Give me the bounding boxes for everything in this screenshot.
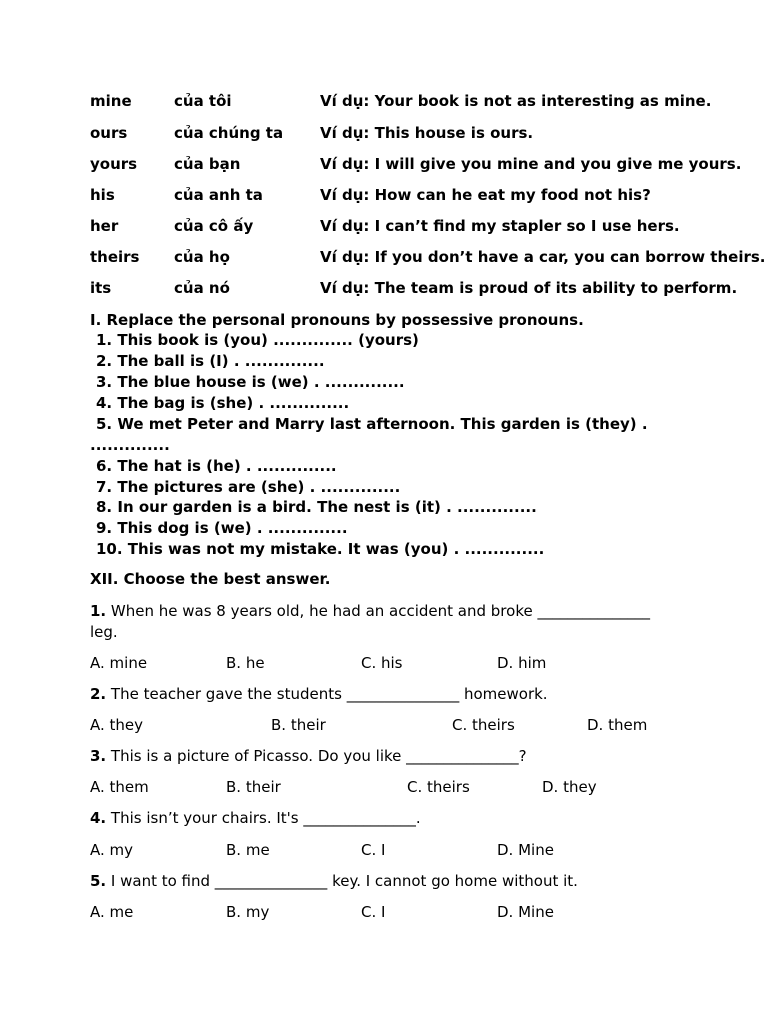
vocab-meaning: của chúng ta [174,124,284,142]
vocab-meaning: của nó [174,279,230,297]
question-number: 1. [90,602,107,620]
answer-options [90,715,768,735]
question-text: This isn’t your chairs. It's _______________. [110,809,421,827]
vocab-example: Ví dụ: The team is proud of its ability to perform. [320,279,738,297]
exercise-item: 3. The blue house is (we) . .............. [96,373,405,391]
exercise-item: 1. This book is (you) .............. (yours) [96,331,419,349]
question [90,746,527,766]
question [90,684,548,704]
vocab-example: Ví dụ: If you don’t have a car, you can borrow theirs. [320,248,766,266]
question-text: I want to find _______________ key. I cannot go home without it. [110,872,578,890]
vocab-meaning: của tôi [174,92,232,110]
exercise-1-title: I. Replace the personal pronouns by possessive pronouns. [90,311,584,329]
answer-option[interactable]: A. me [90,903,134,921]
answer-option[interactable]: D. Mine [497,841,554,859]
exercise-item: 9. This dog is (we) . .............. [96,519,348,537]
vocab-meaning: của họ [174,248,230,266]
vocab-word: her [90,217,119,235]
answer-option[interactable]: C. theirs [407,778,470,796]
question-text: The teacher gave the students _______________ homework. [110,685,548,703]
answer-options [90,902,768,922]
exercise-item: 4. The bag is (she) . .............. [96,394,350,412]
answer-options [90,653,768,673]
answer-option[interactable]: C. theirs [452,716,515,734]
answer-option[interactable]: A. mine [90,654,148,672]
answer-option[interactable]: A. my [90,841,134,859]
answer-option[interactable]: A. they [90,716,144,734]
answer-option[interactable]: B. he [226,654,265,672]
vocab-word: its [90,279,112,297]
vocab-word: yours [90,155,138,173]
question-text: This is a picture of Picasso. Do you like _______________? [110,747,527,765]
exercise-item: 2. The ball is (I) . .............. [96,352,325,370]
vocab-example: Ví dụ: How can he eat my food not his? [320,186,651,204]
vocab-word: his [90,186,115,204]
vocab-meaning: của cô ấy [174,217,254,235]
vocab-word: ours [90,124,128,142]
question-number: 5. [90,872,107,890]
vocab-example: Ví dụ: I can’t find my stapler so I use hers. [320,217,680,235]
vocab-example: Ví dụ: I will give you mine and you give me yours. [320,155,742,173]
exercise-item: 10. This was not my mistake. It was (you) . .............. [96,540,545,558]
answer-option[interactable]: B. my [226,903,270,921]
question-number: 4. [90,809,107,827]
exercise-item: 6. The hat is (he) . .............. [96,457,337,475]
answer-option[interactable]: D. Mine [497,903,554,921]
question [90,808,421,828]
question-text: When he was 8 years old, he had an accident and broke _______________ [110,602,650,620]
question [90,871,578,891]
answer-option[interactable]: B. me [226,841,270,859]
vocab-meaning: của anh ta [174,186,263,204]
question-text-continuation: leg. [90,623,118,641]
answer-option[interactable]: C. I [361,903,386,921]
vocab-meaning: của bạn [174,155,241,173]
answer-option[interactable]: D. them [587,716,648,734]
answer-option[interactable]: D. him [497,654,547,672]
answer-option[interactable]: C. I [361,841,386,859]
answer-option[interactable]: B. their [271,716,326,734]
exercise-item: 5. We met Peter and Marry last afternoon. This garden is (they) . [96,415,648,433]
answer-options [90,777,768,797]
exercise-2-title: XII. Choose the best answer. [90,570,331,588]
vocab-word: mine [90,92,132,110]
answer-options [90,840,768,860]
answer-option[interactable]: A. them [90,778,149,796]
answer-option[interactable]: B. their [226,778,281,796]
exercise-item-continuation: .............. [90,436,170,454]
vocab-example: Ví dụ: Your book is not as interesting as mine. [320,92,712,110]
question [90,601,650,621]
question-number: 3. [90,747,107,765]
vocab-example: Ví dụ: This house is ours. [320,124,534,142]
exercise-item: 7. The pictures are (she) . .............. [96,478,401,496]
answer-option[interactable]: D. they [542,778,597,796]
vocab-word: theirs [90,248,140,266]
answer-option[interactable]: C. his [361,654,403,672]
question-number: 2. [90,685,107,703]
exercise-item: 8. In our garden is a bird. The nest is (it) . .............. [96,498,537,516]
